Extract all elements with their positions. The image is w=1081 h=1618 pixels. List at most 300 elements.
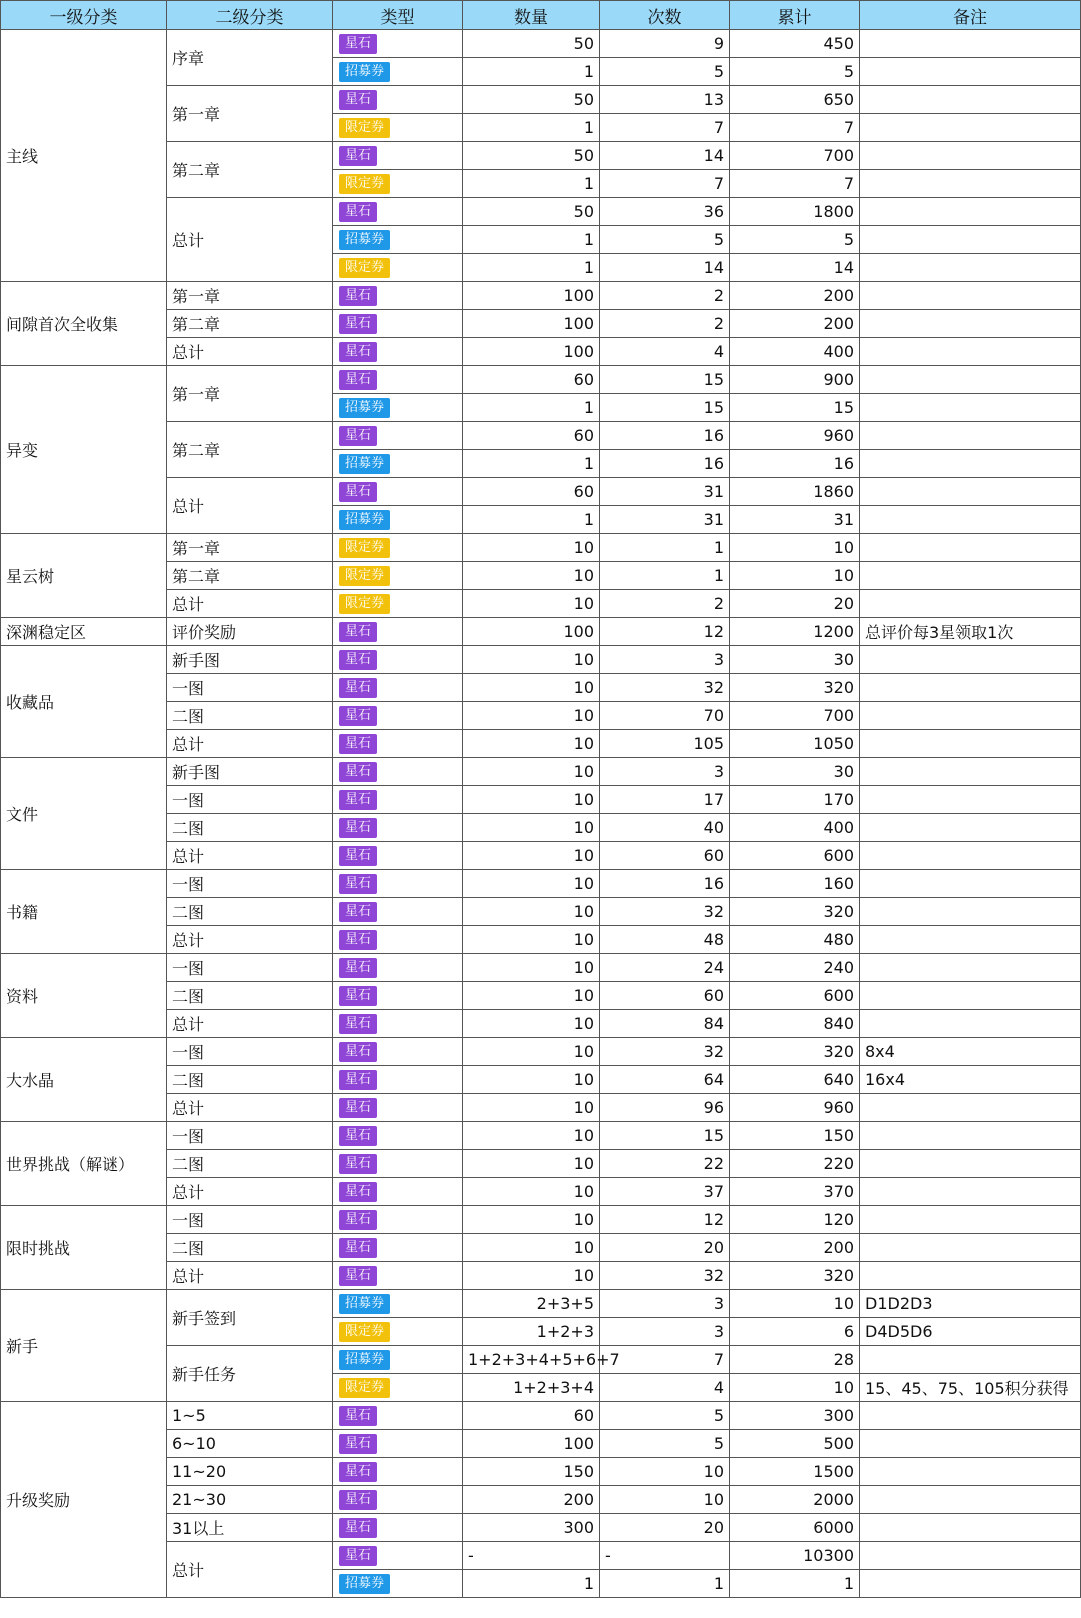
note-cell[interactable]	[860, 1234, 1081, 1262]
total-cell[interactable]: 6	[730, 1318, 860, 1346]
note-cell[interactable]	[860, 170, 1081, 198]
quantity-cell[interactable]: 50	[463, 142, 600, 170]
total-cell[interactable]: 15	[730, 394, 860, 422]
total-cell[interactable]: 300	[730, 1402, 860, 1430]
note-cell[interactable]	[860, 926, 1081, 954]
total-cell[interactable]: 10	[730, 1290, 860, 1318]
category-2-cell[interactable]: 新手任务	[167, 1346, 333, 1402]
type-cell[interactable]	[333, 1010, 463, 1038]
type-cell[interactable]	[333, 954, 463, 982]
note-cell[interactable]	[860, 366, 1081, 394]
type-cell[interactable]	[333, 758, 463, 786]
category-2-cell[interactable]: 第二章	[167, 142, 333, 198]
category-2-cell[interactable]: 总计	[167, 198, 333, 282]
type-cell[interactable]	[333, 1542, 463, 1570]
category-2-cell[interactable]: 第二章	[167, 310, 333, 338]
total-cell[interactable]: 6000	[730, 1514, 860, 1542]
count-cell[interactable]: 16	[600, 422, 730, 450]
header-total[interactable]: 累计	[730, 1, 860, 30]
type-cell[interactable]	[333, 142, 463, 170]
total-cell[interactable]: 16	[730, 450, 860, 478]
quantity-cell[interactable]: 60	[463, 478, 600, 506]
quantity-cell[interactable]: 100	[463, 618, 600, 646]
total-cell[interactable]: 7	[730, 114, 860, 142]
quantity-cell[interactable]: 60	[463, 366, 600, 394]
type-cell[interactable]	[333, 1094, 463, 1122]
type-cell[interactable]	[333, 562, 463, 590]
type-cell[interactable]	[333, 1374, 463, 1402]
type-cell[interactable]	[333, 1486, 463, 1514]
note-cell[interactable]	[860, 310, 1081, 338]
note-cell[interactable]: D1D2D3	[860, 1290, 1081, 1318]
category-1-cell[interactable]: 主线	[1, 30, 167, 282]
type-cell[interactable]	[333, 814, 463, 842]
type-cell[interactable]	[333, 170, 463, 198]
note-cell[interactable]	[860, 1430, 1081, 1458]
header-type[interactable]: 类型	[333, 1, 463, 30]
category-2-cell[interactable]: 新手签到	[167, 1290, 333, 1346]
count-cell[interactable]: 22	[600, 1150, 730, 1178]
count-cell[interactable]: 2	[600, 590, 730, 618]
note-cell[interactable]	[860, 1486, 1081, 1514]
quantity-cell[interactable]: 10	[463, 730, 600, 758]
total-cell[interactable]: 1500	[730, 1458, 860, 1486]
category-2-cell[interactable]: 一图	[167, 870, 333, 898]
type-cell[interactable]	[333, 982, 463, 1010]
count-cell[interactable]: 64	[600, 1066, 730, 1094]
type-cell[interactable]	[333, 1430, 463, 1458]
quantity-cell[interactable]: 1	[463, 254, 600, 282]
quantity-cell[interactable]: 50	[463, 30, 600, 58]
quantity-cell[interactable]: 1	[463, 506, 600, 534]
count-cell[interactable]: 7	[600, 170, 730, 198]
note-cell[interactable]: D4D5D6	[860, 1318, 1081, 1346]
type-cell[interactable]	[333, 1402, 463, 1430]
type-cell[interactable]	[333, 1570, 463, 1598]
header-category-2[interactable]: 二级分类	[167, 1, 333, 30]
quantity-cell[interactable]: 200	[463, 1486, 600, 1514]
note-cell[interactable]	[860, 1346, 1081, 1374]
note-cell[interactable]	[860, 1262, 1081, 1290]
category-2-cell[interactable]: 第二章	[167, 562, 333, 590]
count-cell[interactable]: 14	[600, 142, 730, 170]
note-cell[interactable]	[860, 674, 1081, 702]
total-cell[interactable]: 10	[730, 1374, 860, 1402]
note-cell[interactable]: 总评价每3星领取1次	[860, 618, 1081, 646]
note-cell[interactable]	[860, 842, 1081, 870]
count-cell[interactable]: -	[600, 1542, 730, 1570]
category-1-cell[interactable]: 升级奖励	[1, 1402, 167, 1598]
total-cell[interactable]: 31	[730, 506, 860, 534]
note-cell[interactable]	[860, 338, 1081, 366]
count-cell[interactable]: 13	[600, 86, 730, 114]
note-cell[interactable]	[860, 982, 1081, 1010]
total-cell[interactable]: 370	[730, 1178, 860, 1206]
total-cell[interactable]: 700	[730, 702, 860, 730]
type-cell[interactable]	[333, 618, 463, 646]
type-cell[interactable]	[333, 1290, 463, 1318]
quantity-cell[interactable]: 10	[463, 898, 600, 926]
count-cell[interactable]: 1	[600, 534, 730, 562]
category-1-cell[interactable]: 大水晶	[1, 1038, 167, 1122]
count-cell[interactable]: 96	[600, 1094, 730, 1122]
count-cell[interactable]: 3	[600, 646, 730, 674]
category-2-cell[interactable]: 一图	[167, 786, 333, 814]
note-cell[interactable]	[860, 702, 1081, 730]
total-cell[interactable]: 400	[730, 338, 860, 366]
quantity-cell[interactable]: 150	[463, 1458, 600, 1486]
count-cell[interactable]: 15	[600, 1122, 730, 1150]
total-cell[interactable]: 30	[730, 758, 860, 786]
total-cell[interactable]: 150	[730, 1122, 860, 1150]
total-cell[interactable]: 160	[730, 870, 860, 898]
category-2-cell[interactable]: 总计	[167, 1178, 333, 1206]
type-cell[interactable]	[333, 926, 463, 954]
quantity-cell[interactable]: 1+2+3+4+5+6+7	[463, 1346, 600, 1374]
quantity-cell[interactable]: 10	[463, 758, 600, 786]
quantity-cell[interactable]: 1+2+3+4	[463, 1374, 600, 1402]
category-2-cell[interactable]: 总计	[167, 842, 333, 870]
total-cell[interactable]: 600	[730, 982, 860, 1010]
total-cell[interactable]: 240	[730, 954, 860, 982]
count-cell[interactable]: 10	[600, 1486, 730, 1514]
type-cell[interactable]	[333, 478, 463, 506]
category-2-cell[interactable]: 序章	[167, 30, 333, 86]
category-2-cell[interactable]: 新手图	[167, 758, 333, 786]
total-cell[interactable]: 320	[730, 1038, 860, 1066]
category-2-cell[interactable]: 第二章	[167, 422, 333, 478]
count-cell[interactable]: 15	[600, 366, 730, 394]
total-cell[interactable]: 1	[730, 1570, 860, 1598]
header-category-1[interactable]: 一级分类	[1, 1, 167, 30]
count-cell[interactable]: 5	[600, 1402, 730, 1430]
note-cell[interactable]	[860, 114, 1081, 142]
total-cell[interactable]: 650	[730, 86, 860, 114]
header-count[interactable]: 次数	[600, 1, 730, 30]
total-cell[interactable]: 10	[730, 534, 860, 562]
category-2-cell[interactable]: 总计	[167, 338, 333, 366]
category-2-cell[interactable]: 总计	[167, 590, 333, 618]
category-2-cell[interactable]: 总计	[167, 926, 333, 954]
note-cell[interactable]	[860, 254, 1081, 282]
total-cell[interactable]: 1050	[730, 730, 860, 758]
quantity-cell[interactable]: 100	[463, 338, 600, 366]
count-cell[interactable]: 15	[600, 394, 730, 422]
note-cell[interactable]	[860, 814, 1081, 842]
category-2-cell[interactable]: 第一章	[167, 534, 333, 562]
category-2-cell[interactable]: 二图	[167, 982, 333, 1010]
count-cell[interactable]: 20	[600, 1514, 730, 1542]
note-cell[interactable]	[860, 1122, 1081, 1150]
quantity-cell[interactable]: 10	[463, 646, 600, 674]
note-cell[interactable]: 16x4	[860, 1066, 1081, 1094]
count-cell[interactable]: 4	[600, 338, 730, 366]
type-cell[interactable]	[333, 226, 463, 254]
category-1-cell[interactable]: 深渊稳定区	[1, 618, 167, 646]
total-cell[interactable]: 500	[730, 1430, 860, 1458]
category-2-cell[interactable]: 一图	[167, 674, 333, 702]
count-cell[interactable]: 31	[600, 506, 730, 534]
total-cell[interactable]: 1800	[730, 198, 860, 226]
total-cell[interactable]: 1200	[730, 618, 860, 646]
total-cell[interactable]: 960	[730, 422, 860, 450]
type-cell[interactable]	[333, 730, 463, 758]
count-cell[interactable]: 32	[600, 674, 730, 702]
total-cell[interactable]: 200	[730, 282, 860, 310]
count-cell[interactable]: 14	[600, 254, 730, 282]
note-cell[interactable]	[860, 142, 1081, 170]
count-cell[interactable]: 2	[600, 282, 730, 310]
count-cell[interactable]: 31	[600, 478, 730, 506]
note-cell[interactable]	[860, 730, 1081, 758]
category-1-cell[interactable]: 资料	[1, 954, 167, 1038]
count-cell[interactable]: 3	[600, 1290, 730, 1318]
count-cell[interactable]: 5	[600, 226, 730, 254]
total-cell[interactable]: 120	[730, 1206, 860, 1234]
count-cell[interactable]: 9	[600, 30, 730, 58]
total-cell[interactable]: 480	[730, 926, 860, 954]
note-cell[interactable]	[860, 1542, 1081, 1570]
type-cell[interactable]	[333, 338, 463, 366]
category-2-cell[interactable]: 二图	[167, 702, 333, 730]
total-cell[interactable]: 2000	[730, 1486, 860, 1514]
note-cell[interactable]	[860, 198, 1081, 226]
category-2-cell[interactable]: 第一章	[167, 86, 333, 142]
quantity-cell[interactable]: 10	[463, 1066, 600, 1094]
category-2-cell[interactable]: 第一章	[167, 366, 333, 422]
total-cell[interactable]: 320	[730, 1262, 860, 1290]
header-note[interactable]: 备注	[860, 1, 1081, 30]
quantity-cell[interactable]: 10	[463, 786, 600, 814]
type-cell[interactable]	[333, 394, 463, 422]
category-2-cell[interactable]: 一图	[167, 1122, 333, 1150]
note-cell[interactable]	[860, 478, 1081, 506]
quantity-cell[interactable]: 10	[463, 1094, 600, 1122]
count-cell[interactable]: 10	[600, 1458, 730, 1486]
note-cell[interactable]	[860, 506, 1081, 534]
category-1-cell[interactable]: 异变	[1, 366, 167, 534]
header-quantity[interactable]: 数量	[463, 1, 600, 30]
total-cell[interactable]: 14	[730, 254, 860, 282]
note-cell[interactable]	[860, 226, 1081, 254]
category-2-cell[interactable]: 总计	[167, 1262, 333, 1290]
quantity-cell[interactable]: 10	[463, 1234, 600, 1262]
type-cell[interactable]	[333, 786, 463, 814]
count-cell[interactable]: 3	[600, 758, 730, 786]
note-cell[interactable]	[860, 58, 1081, 86]
category-1-cell[interactable]: 文件	[1, 758, 167, 870]
note-cell[interactable]: 15、45、75、105积分获得	[860, 1374, 1081, 1402]
total-cell[interactable]: 900	[730, 366, 860, 394]
type-cell[interactable]	[333, 506, 463, 534]
total-cell[interactable]: 840	[730, 1010, 860, 1038]
type-cell[interactable]	[333, 534, 463, 562]
total-cell[interactable]: 5	[730, 58, 860, 86]
quantity-cell[interactable]: 100	[463, 310, 600, 338]
total-cell[interactable]: 200	[730, 310, 860, 338]
type-cell[interactable]	[333, 1262, 463, 1290]
count-cell[interactable]: 60	[600, 842, 730, 870]
count-cell[interactable]: 84	[600, 1010, 730, 1038]
category-1-cell[interactable]: 世界挑战（解谜）	[1, 1122, 167, 1206]
total-cell[interactable]: 1860	[730, 478, 860, 506]
note-cell[interactable]	[860, 870, 1081, 898]
type-cell[interactable]	[333, 1206, 463, 1234]
quantity-cell[interactable]: 1	[463, 394, 600, 422]
total-cell[interactable]: 10300	[730, 1542, 860, 1570]
type-cell[interactable]	[333, 1178, 463, 1206]
category-1-cell[interactable]: 间隙首次全收集	[1, 282, 167, 366]
quantity-cell[interactable]: 10	[463, 814, 600, 842]
count-cell[interactable]: 60	[600, 982, 730, 1010]
quantity-cell[interactable]: 10	[463, 870, 600, 898]
quantity-cell[interactable]: 100	[463, 282, 600, 310]
category-2-cell[interactable]: 一图	[167, 1206, 333, 1234]
note-cell[interactable]	[860, 1570, 1081, 1598]
note-cell[interactable]	[860, 1010, 1081, 1038]
count-cell[interactable]: 17	[600, 786, 730, 814]
category-1-cell[interactable]: 收藏品	[1, 646, 167, 758]
count-cell[interactable]: 3	[600, 1318, 730, 1346]
type-cell[interactable]	[333, 1150, 463, 1178]
count-cell[interactable]: 5	[600, 1430, 730, 1458]
note-cell[interactable]	[860, 1094, 1081, 1122]
type-cell[interactable]	[333, 898, 463, 926]
type-cell[interactable]	[333, 674, 463, 702]
total-cell[interactable]: 170	[730, 786, 860, 814]
category-1-cell[interactable]: 限时挑战	[1, 1206, 167, 1290]
type-cell[interactable]	[333, 450, 463, 478]
quantity-cell[interactable]: 10	[463, 1010, 600, 1038]
quantity-cell[interactable]: 60	[463, 422, 600, 450]
quantity-cell[interactable]: 10	[463, 842, 600, 870]
quantity-cell[interactable]: 10	[463, 1150, 600, 1178]
quantity-cell[interactable]: 100	[463, 1430, 600, 1458]
category-2-cell[interactable]: 一图	[167, 954, 333, 982]
category-1-cell[interactable]: 新手	[1, 1290, 167, 1402]
count-cell[interactable]: 24	[600, 954, 730, 982]
note-cell[interactable]	[860, 646, 1081, 674]
count-cell[interactable]: 4	[600, 1374, 730, 1402]
type-cell[interactable]	[333, 58, 463, 86]
category-2-cell[interactable]: 总计	[167, 1010, 333, 1038]
total-cell[interactable]: 320	[730, 674, 860, 702]
category-2-cell[interactable]: 总计	[167, 1542, 333, 1598]
category-2-cell[interactable]: 一图	[167, 1038, 333, 1066]
category-2-cell[interactable]: 评价奖励	[167, 618, 333, 646]
note-cell[interactable]	[860, 590, 1081, 618]
category-2-cell[interactable]: 第一章	[167, 282, 333, 310]
type-cell[interactable]	[333, 254, 463, 282]
note-cell[interactable]	[860, 30, 1081, 58]
quantity-cell[interactable]: 10	[463, 534, 600, 562]
category-2-cell[interactable]: 二图	[167, 1066, 333, 1094]
count-cell[interactable]: 32	[600, 898, 730, 926]
type-cell[interactable]	[333, 114, 463, 142]
count-cell[interactable]: 105	[600, 730, 730, 758]
total-cell[interactable]: 28	[730, 1346, 860, 1374]
type-cell[interactable]	[333, 282, 463, 310]
quantity-cell[interactable]: 1	[463, 58, 600, 86]
category-2-cell[interactable]: 二图	[167, 1234, 333, 1262]
type-cell[interactable]	[333, 646, 463, 674]
quantity-cell[interactable]: 1	[463, 226, 600, 254]
quantity-cell[interactable]: 60	[463, 1402, 600, 1430]
total-cell[interactable]: 320	[730, 898, 860, 926]
quantity-cell[interactable]: 1	[463, 114, 600, 142]
category-2-cell[interactable]: 总计	[167, 478, 333, 534]
category-2-cell[interactable]: 总计	[167, 1094, 333, 1122]
count-cell[interactable]: 7	[600, 114, 730, 142]
count-cell[interactable]: 32	[600, 1038, 730, 1066]
type-cell[interactable]	[333, 842, 463, 870]
category-2-cell[interactable]: 新手图	[167, 646, 333, 674]
quantity-cell[interactable]: 10	[463, 1206, 600, 1234]
type-cell[interactable]	[333, 870, 463, 898]
note-cell[interactable]	[860, 758, 1081, 786]
type-cell[interactable]	[333, 1038, 463, 1066]
note-cell[interactable]	[860, 1458, 1081, 1486]
note-cell[interactable]	[860, 1206, 1081, 1234]
type-cell[interactable]	[333, 702, 463, 730]
count-cell[interactable]: 36	[600, 198, 730, 226]
quantity-cell[interactable]: 10	[463, 590, 600, 618]
category-2-cell[interactable]: 总计	[167, 730, 333, 758]
count-cell[interactable]: 70	[600, 702, 730, 730]
note-cell[interactable]	[860, 1178, 1081, 1206]
note-cell[interactable]	[860, 534, 1081, 562]
note-cell[interactable]	[860, 1150, 1081, 1178]
type-cell[interactable]	[333, 1066, 463, 1094]
note-cell[interactable]	[860, 562, 1081, 590]
quantity-cell[interactable]: 1	[463, 1570, 600, 1598]
type-cell[interactable]	[333, 590, 463, 618]
total-cell[interactable]: 30	[730, 646, 860, 674]
type-cell[interactable]	[333, 1122, 463, 1150]
count-cell[interactable]: 40	[600, 814, 730, 842]
total-cell[interactable]: 400	[730, 814, 860, 842]
note-cell[interactable]	[860, 786, 1081, 814]
quantity-cell[interactable]: 10	[463, 1038, 600, 1066]
type-cell[interactable]	[333, 366, 463, 394]
quantity-cell[interactable]: 1	[463, 450, 600, 478]
count-cell[interactable]: 20	[600, 1234, 730, 1262]
note-cell[interactable]	[860, 394, 1081, 422]
category-2-cell[interactable]: 二图	[167, 898, 333, 926]
note-cell[interactable]	[860, 1514, 1081, 1542]
count-cell[interactable]: 12	[600, 1206, 730, 1234]
quantity-cell[interactable]: 300	[463, 1514, 600, 1542]
count-cell[interactable]: 32	[600, 1262, 730, 1290]
category-2-cell[interactable]: 1~5	[167, 1402, 333, 1430]
type-cell[interactable]	[333, 1458, 463, 1486]
quantity-cell[interactable]: 50	[463, 86, 600, 114]
count-cell[interactable]: 1	[600, 562, 730, 590]
total-cell[interactable]: 960	[730, 1094, 860, 1122]
quantity-cell[interactable]: -	[463, 1542, 600, 1570]
category-2-cell[interactable]: 21~30	[167, 1486, 333, 1514]
type-cell[interactable]	[333, 310, 463, 338]
total-cell[interactable]: 20	[730, 590, 860, 618]
quantity-cell[interactable]: 10	[463, 926, 600, 954]
quantity-cell[interactable]: 10	[463, 674, 600, 702]
note-cell[interactable]	[860, 282, 1081, 310]
quantity-cell[interactable]: 10	[463, 702, 600, 730]
total-cell[interactable]: 700	[730, 142, 860, 170]
type-cell[interactable]	[333, 1346, 463, 1374]
category-2-cell[interactable]: 二图	[167, 1150, 333, 1178]
count-cell[interactable]: 7	[600, 1346, 730, 1374]
